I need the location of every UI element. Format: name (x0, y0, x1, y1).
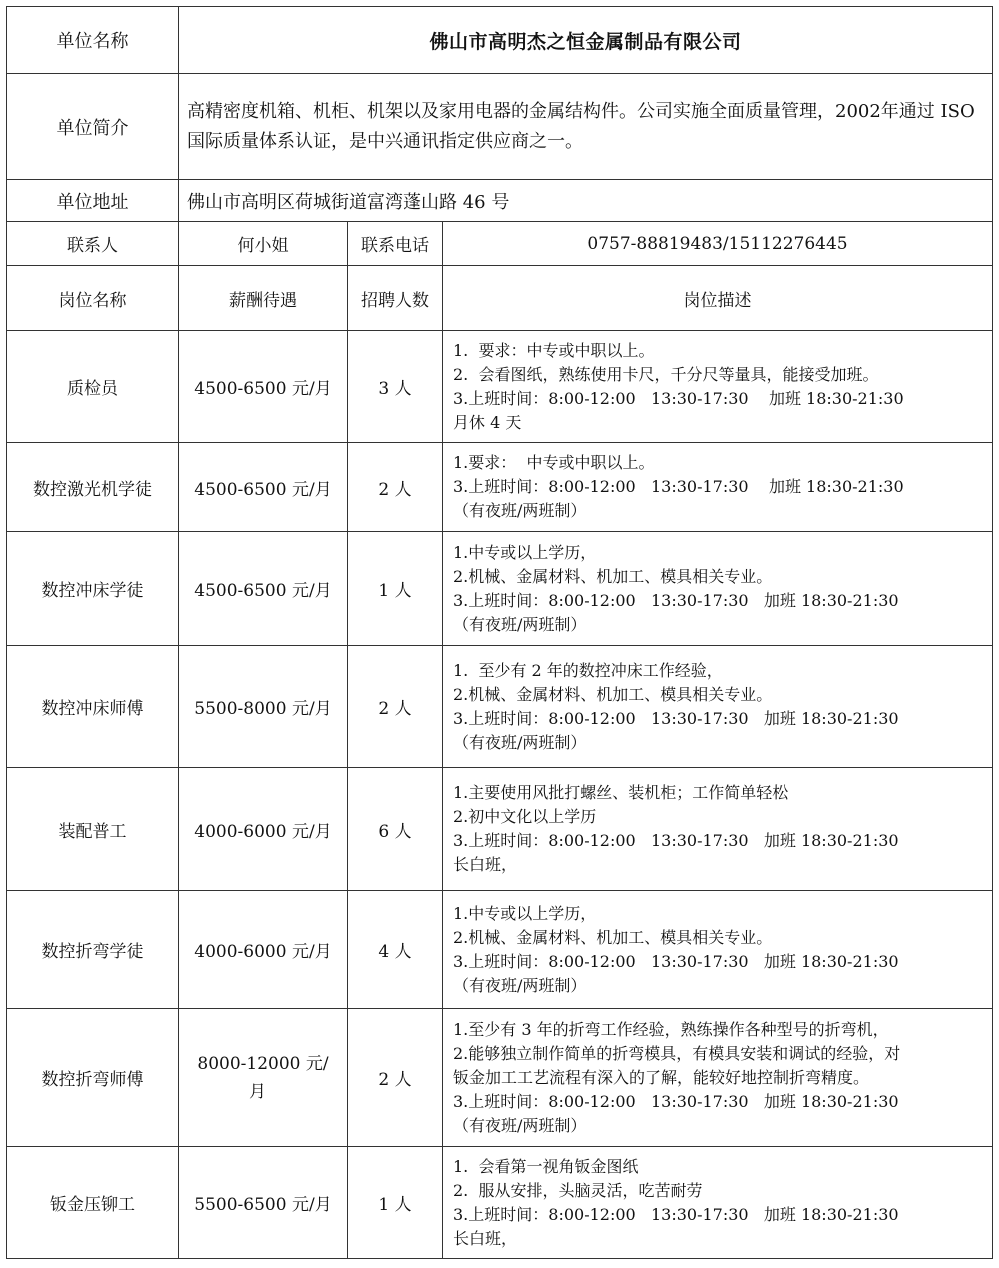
desc-line: 2.能够独立制作简单的折弯模具，有模具安装和调试的经验，对 (453, 1043, 901, 1063)
desc-line: （有夜班/两班制） (453, 732, 587, 752)
desc-line: 长白班， (453, 1228, 518, 1248)
table-row (7, 768, 993, 891)
company-intro: 高精密度机箱、机柜、机架以及家用电器的金属结构件。公司实施全面质量管理，2002年通过 ISO 国际质量体系认证，是中兴通讯指定供应商之一。 (179, 74, 993, 180)
phone-number: 0757-88819483/15112276445 (443, 222, 993, 266)
desc-line: 2.初中文化以上学历 (453, 807, 597, 826)
job-salary (179, 1009, 348, 1147)
table-row (7, 443, 993, 532)
desc-line: 1.中专或以上学历， (453, 903, 597, 923)
job-count: 1 人 (348, 1147, 443, 1259)
salary-line: 月 (249, 1081, 266, 1102)
job-description (443, 768, 993, 891)
desc-line: 月休 4 天 (453, 412, 522, 432)
job-title: 数控激光机学徒 (7, 443, 179, 532)
job-description (443, 1147, 993, 1259)
contact-name: 何小姐 (179, 222, 348, 266)
job-title: 装配普工 (7, 768, 179, 891)
job-description (443, 1009, 993, 1147)
job-title: 钣金压铆工 (7, 1147, 179, 1259)
desc-line: 1. 要求：中专或中职以上。 (453, 340, 655, 360)
phone-label: 联系电话 (348, 222, 443, 266)
header-count: 招聘人数 (348, 266, 443, 331)
table-row (7, 532, 993, 646)
job-description (443, 443, 993, 532)
desc-line: 2. 会看图纸，熟练使用卡尺，千分尺等量具，能接受加班。 (453, 364, 879, 384)
table-row (7, 646, 993, 768)
desc-line: 2.机械、金属材料、机加工、模具相关专业。 (453, 684, 773, 704)
job-description (443, 891, 993, 1009)
job-count: 3 人 (348, 331, 443, 443)
company-address-label: 单位地址 (7, 180, 179, 222)
company-intro-row (7, 74, 993, 180)
recruitment-table (6, 6, 993, 1259)
desc-line: 3.上班时间：8:00-12:00 13:30-17:30 加班 18:30-21:30 (453, 708, 899, 728)
job-salary: 5500-6500 元/月 (179, 1147, 348, 1259)
company-address-row (7, 180, 993, 222)
job-title: 数控折弯学徒 (7, 891, 179, 1009)
desc-line: 3.上班时间：8:00-12:00 13:30-17:30 加班 18:30-21:30 (453, 388, 904, 408)
contact-label: 联系人 (7, 222, 179, 266)
job-salary: 4500-6500 元/月 (179, 443, 348, 532)
table-row (7, 1147, 993, 1259)
table-row (7, 1009, 993, 1147)
desc-line: 1.要求： 中专或中职以上。 (453, 453, 655, 472)
desc-line: 3.上班时间：8:00-12:00 13:30-17:30 加班 18:30-21:30 (453, 1091, 899, 1111)
job-salary: 4000-6000 元/月 (179, 768, 348, 891)
header-job-title: 岗位名称 (7, 266, 179, 331)
desc-line: （有夜班/两班制） (453, 1115, 587, 1135)
company-intro-label: 单位简介 (7, 74, 179, 180)
contact-row (7, 222, 993, 266)
desc-line: 长白班， (453, 855, 518, 874)
desc-line: 2.机械、金属材料、机加工、模具相关专业。 (453, 927, 773, 947)
desc-line: 3.上班时间：8:00-12:00 13:30-17:30 加班 18:30-21:30 (453, 1204, 899, 1224)
jobs-header-row (7, 266, 993, 331)
desc-line: 2. 服从安排，头脑灵活，吃苦耐劳 (453, 1180, 703, 1200)
header-description: 岗位描述 (443, 266, 993, 331)
company-name: 佛山市高明杰之恒金属制品有限公司 (179, 7, 993, 74)
company-name-label: 单位名称 (7, 7, 179, 74)
job-count: 6 人 (348, 768, 443, 891)
desc-line: 1. 至少有 2 年的数控冲床工作经验， (453, 660, 723, 680)
job-salary: 4500-6500 元/月 (179, 331, 348, 443)
desc-line: 3.上班时间：8:00-12:00 13:30-17:30 加班 18:30-21:30 (453, 590, 899, 610)
table-row (7, 891, 993, 1009)
table-row (7, 331, 993, 443)
job-salary: 4000-6000 元/月 (179, 891, 348, 1009)
job-count: 2 人 (348, 1009, 443, 1147)
desc-line: （有夜班/两班制） (453, 501, 587, 520)
desc-line: 3.上班时间：8:00-12:00 13:30-17:30 加班 18:30-21:30 (453, 951, 899, 971)
desc-line: 3.上班时间：8:00-12:00 13:30-17:30 加班 18:30-21:30 (453, 477, 904, 496)
job-salary: 4500-6500 元/月 (179, 532, 348, 646)
desc-line: 1. 会看第一视角钣金图纸 (453, 1156, 639, 1176)
desc-line: 1.至少有 3 年的折弯工作经验，熟练操作各种型号的折弯机， (453, 1019, 889, 1039)
desc-line: 2.机械、金属材料、机加工、模具相关专业。 (453, 566, 773, 586)
job-description (443, 532, 993, 646)
desc-line: （有夜班/两班制） (453, 975, 587, 995)
salary-line: 8000-12000 元/ (197, 1053, 329, 1074)
desc-line: （有夜班/两班制） (453, 614, 587, 634)
job-count: 4 人 (348, 891, 443, 1009)
desc-line: 3.上班时间：8:00-12:00 13:30-17:30 加班 18:30-21:30 (453, 831, 899, 850)
job-description (443, 646, 993, 768)
job-title: 数控冲床师傅 (7, 646, 179, 768)
job-title: 质检员 (7, 331, 179, 443)
job-title: 数控冲床学徒 (7, 532, 179, 646)
job-count: 1 人 (348, 532, 443, 646)
desc-line: 1.中专或以上学历， (453, 542, 597, 562)
job-count: 2 人 (348, 646, 443, 768)
job-salary: 5500-8000 元/月 (179, 646, 348, 768)
company-name-row (7, 7, 993, 74)
header-salary: 薪酬待遇 (179, 266, 348, 331)
desc-line: 钣金加工工艺流程有深入的了解，能较好地控制折弯精度。 (453, 1067, 870, 1087)
job-count: 2 人 (348, 443, 443, 532)
desc-line: 1.主要使用风批打螺丝、装机柜；工作简单轻松 (453, 783, 789, 802)
job-title: 数控折弯师傅 (7, 1009, 179, 1147)
job-description (443, 331, 993, 443)
company-address: 佛山市高明区荷城街道富湾蓬山路 46 号 (179, 180, 993, 222)
